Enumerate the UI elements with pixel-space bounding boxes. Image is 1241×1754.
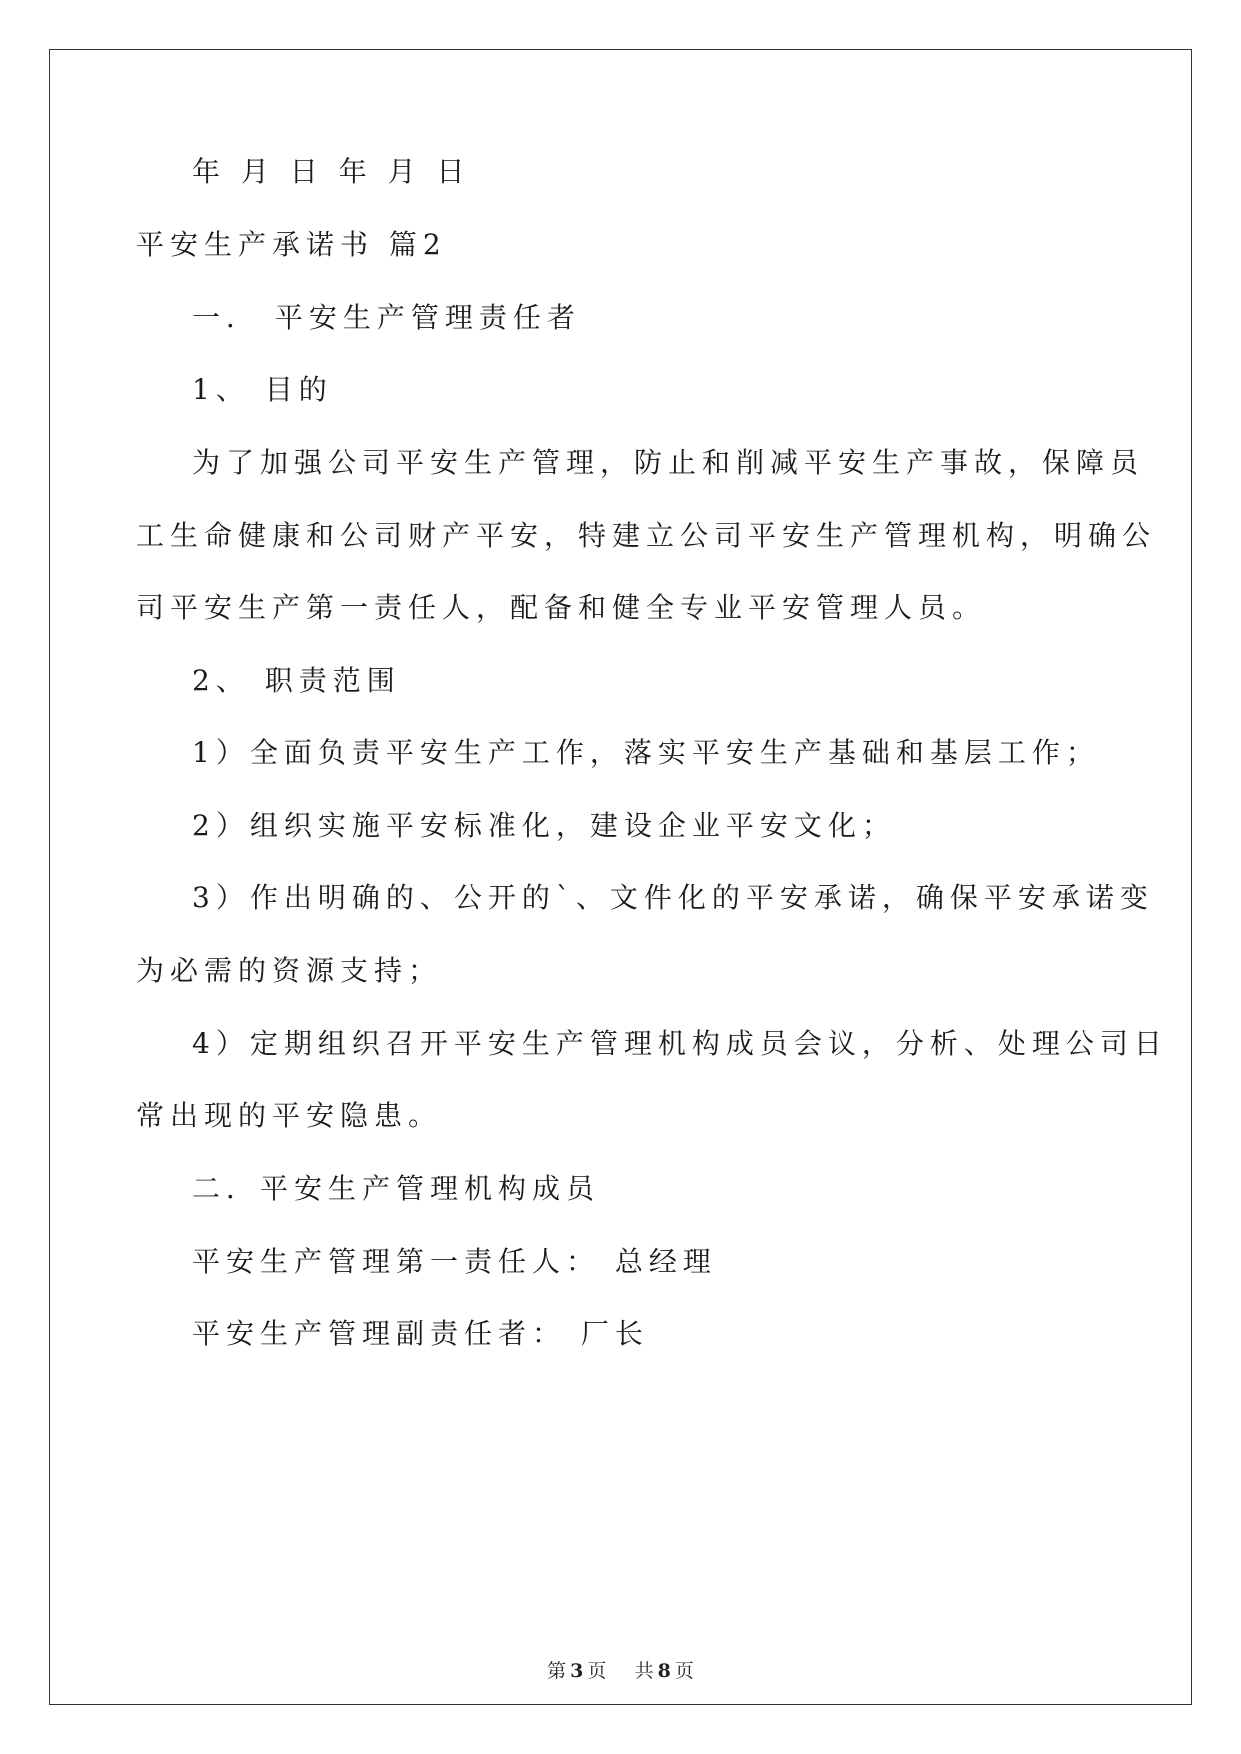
paragraph-line: 工生命健康和公司财产平安，特建立公司平安生产管理机构，明确公 xyxy=(136,519,1157,552)
list-item: 3）作出明确的、公开的`、文件化的平安承诺，确保平安承诺变 xyxy=(192,881,1154,914)
list-item-continuation: 常出现的平安隐患。 xyxy=(136,1099,443,1132)
member-line: 平安生产管理第一责任人： 总经理 xyxy=(192,1245,717,1278)
current-page-number: 3 xyxy=(570,1660,584,1682)
heading-one: 一． 平安生产管理责任者 xyxy=(192,301,581,334)
list-item: 1）全面负责平安生产工作，落实平安生产基础和基层工作； xyxy=(192,736,1100,769)
footer-total-prefix: 共 xyxy=(634,1660,654,1682)
footer-total-unit: 页 xyxy=(674,1660,694,1682)
list-item-continuation: 为必需的资源支持； xyxy=(136,954,443,987)
heading-two: 二．平安生产管理机构成员 xyxy=(192,1172,601,1205)
subheading-responsibilities: 2、 职责范围 xyxy=(192,664,401,697)
paragraph-line: 司平安生产第一责任人，配备和健全专业平安管理人员。 xyxy=(136,591,987,624)
member-line: 平安生产管理副责任者： 厂长 xyxy=(192,1317,649,1350)
footer-page-unit: 页 xyxy=(587,1660,607,1682)
list-item: 4）定期组织召开平安生产管理机构成员会议，分析、处理公司日 xyxy=(192,1027,1168,1060)
footer-prefix: 第 xyxy=(547,1660,567,1682)
total-pages-number: 8 xyxy=(657,1660,671,1682)
page-footer xyxy=(0,1656,1241,1683)
paragraph-line: 为了加强公司平安生产管理，防止和削减平安生产事故，保障员 xyxy=(192,446,1145,479)
list-item: 2）组织实施平安标准化，建设企业平安文化； xyxy=(192,809,896,842)
date-line: 年 月 日 年 月 日 xyxy=(192,155,471,188)
page-border xyxy=(49,49,1192,1705)
section-title: 平安生产承诺书 篇2 xyxy=(136,228,447,261)
subheading-purpose: 1、 目的 xyxy=(192,373,333,406)
